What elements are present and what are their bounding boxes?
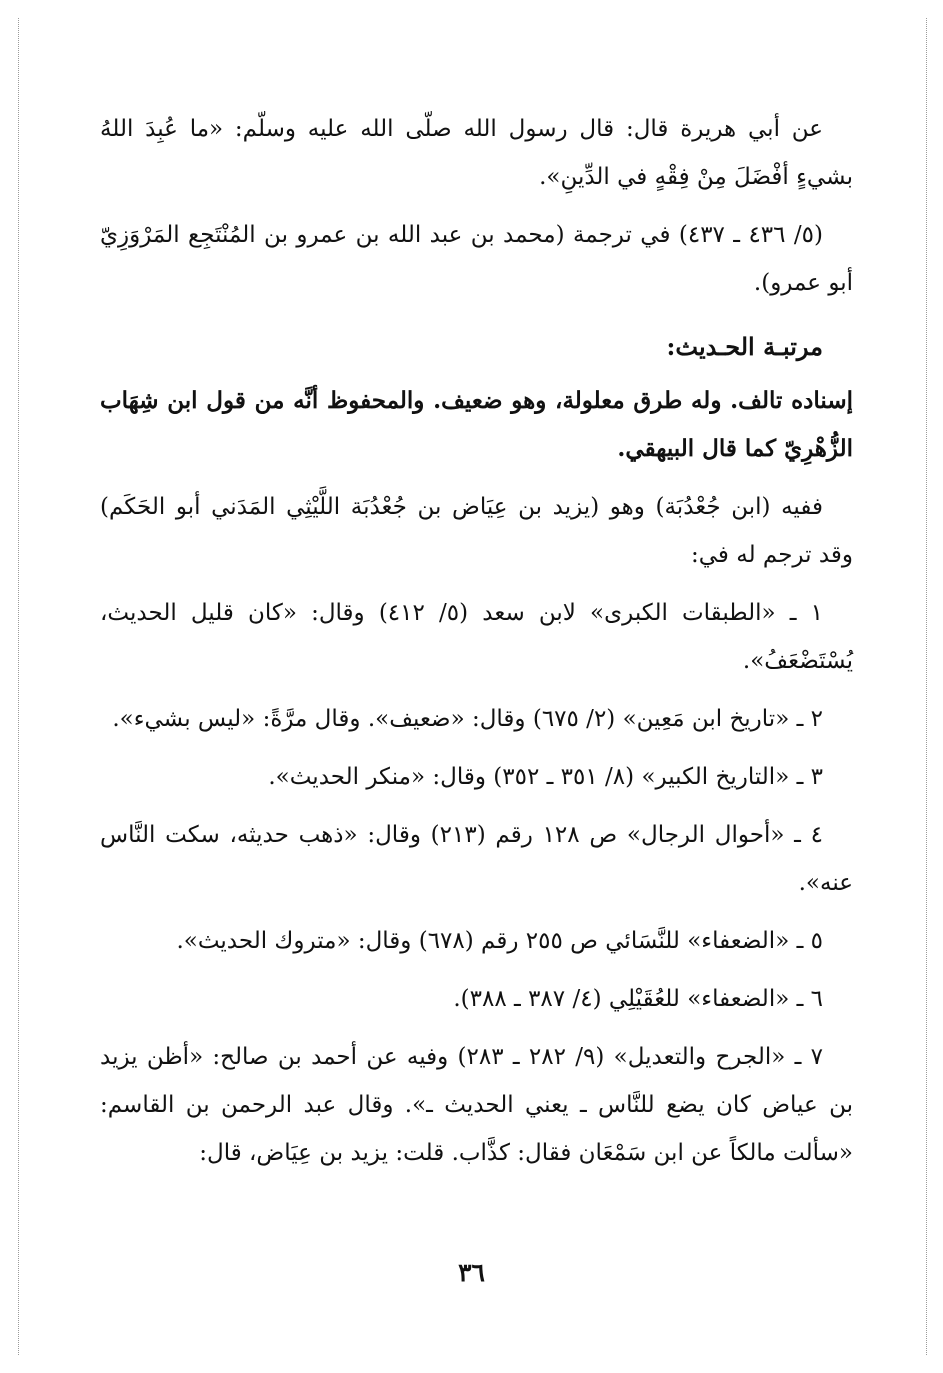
source-item-5: ٥ ـ «الضعفاء» للنَّسَائي ص ٢٥٥ رقم (٦٧٨) وقال: «متروك الحديث». <box>176 928 823 954</box>
narrator-paragraph: ففيه (ابن جُعْدُبَة) وهو (يزيد بن عِيَاض بن جُعْدُبَة اللَّيْثِي المَدَني أبو الحَكَم) وقد ترجم له في: <box>100 494 853 568</box>
page-body <box>100 105 853 1187</box>
section-heading: مرتبـة الحـديث: <box>666 332 823 361</box>
source-item-7: ٧ ـ «الجرح والتعديل» (٩/ ٢٨٢ ـ ٢٨٣) وفيه عن أحمد بن صالح: «أظن يزيد بن عياض كان يضع للنَّاس ـ يعني الحديث ـ». وقال عبد الرحمن بن القاسم: «سألت مالكاً عن ابن سَمْعَان فقال: كذَّاب. قلت: يزيد بن عِيَاض، قال: <box>100 1044 853 1166</box>
hadith-paragraph: عن أبي هريرة قال: قال رسول الله صلّى الله عليه وسلّم: «ما عُبِدَ اللهُ بشيءٍ أفْضَلَ مِنْ فِقْهٍ في الدِّينِ». <box>100 116 853 190</box>
source-item-6: ٦ ـ «الضعفاء» للعُقَيْلِي (٤/ ٣٨٧ ـ ٣٨٨). <box>453 986 823 1012</box>
source-item-4: ٤ ـ «أحوال الرجال» ص ١٢٨ رقم (٢١٣) وقال: «ذهب حديثه، سكت النَّاس عنه». <box>100 822 853 896</box>
reference-paragraph: (٥/ ٤٣٦ ـ ٤٣٧) في ترجمة (محمد بن عبد الله بن عمرو بن المُنْتَجِع المَرْوَزِيّ أبو عمرو). <box>100 222 853 296</box>
source-item-3: ٣ ـ «التاريخ الكبير» (٨/ ٣٥١ ـ ٣٥٢) وقال: «منكر الحديث». <box>268 764 823 790</box>
grading-paragraph: إسناده تالف. وله طرق معلولة، وهو ضعيف. والمحفوظ أنَّه من قول ابن شِهَاب الزُّهْرِيّ كما قال البيهقي. <box>100 387 853 462</box>
page-number: ٣٦ <box>458 1258 485 1287</box>
right-margin-guide <box>926 18 927 1355</box>
source-item-2: ٢ ـ «تاريخ ابن مَعِين» (٢/ ٦٧٥) وقال: «ضعيف». وقال مرَّةً: «ليس بشيء». <box>112 706 823 732</box>
source-item-1: ١ ـ «الطبقات الكبرى» لابن سعد (٥/ ٤١٢) وقال: «كان قليل الحديث، يُسْتَضْعَفُ». <box>100 600 853 674</box>
left-margin-guide <box>18 18 19 1355</box>
